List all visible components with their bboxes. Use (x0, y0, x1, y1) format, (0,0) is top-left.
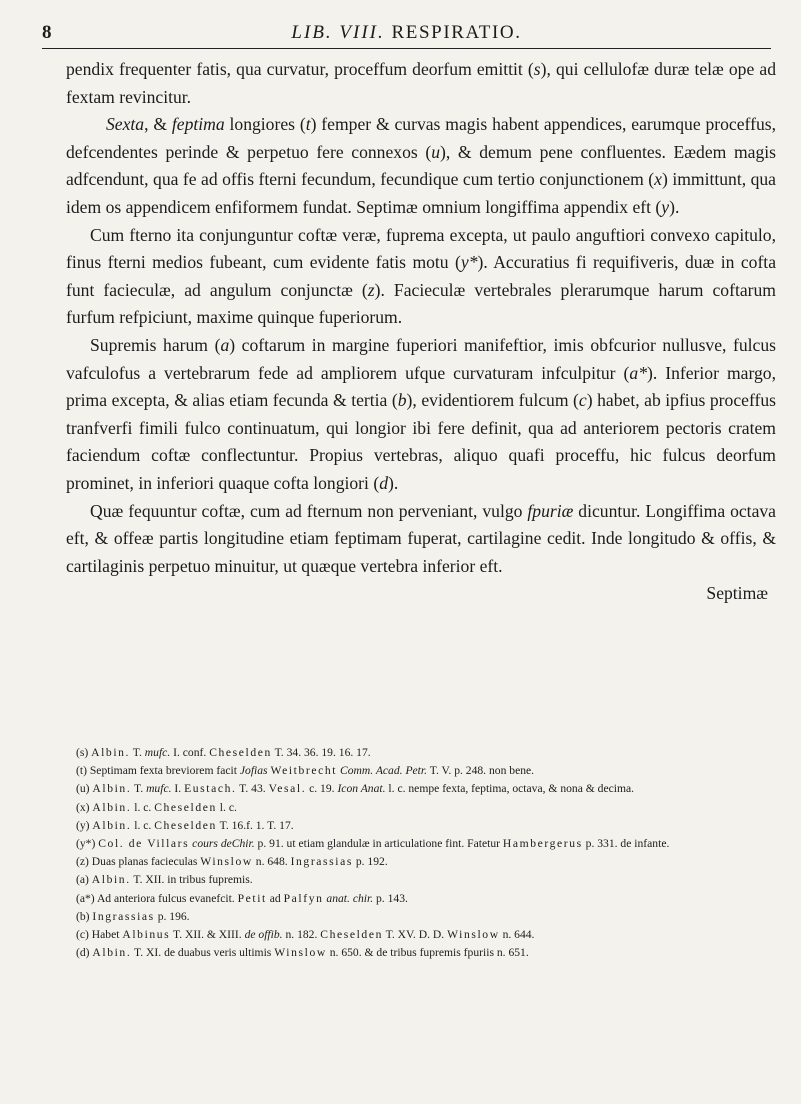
running-header (42, 22, 771, 49)
footnote-s: (s) Albin. T. mufc. I. conf. Cheselden T. 34. 36. 19. 16. 17. (76, 746, 371, 759)
paragraph-3: Cum fterno ita conjunguntur coftæ veræ, fuprema excepta, ut paulo anguftiori convexo capitulo, finus fterni medios fubeant, cum evidente fatis motu (y*). Accuratius fi requifiveris, duæ in cofta funt facieculæ, ad angulum conjunctæ (z). Facieculæ vertebrales plerarumque harum coftarum furfum refpiciunt, maxime quinque fuperiorum. (66, 224, 776, 328)
footnote-y-star: (y*) Col. de Villars cours deChir. p. 91. ut etiam glandulæ in articulatione fint. Fatetur Hambergerus p. 331. de infante. (76, 837, 670, 851)
catchword: Septimæ (706, 583, 768, 604)
paragraph-2: Sexta, & feptima longiores (t) femper & curvas magis habent appendices, earumque proceffus, defcendentes perinde & perpetuo fere connexos (u), & demum pene confluentes. Eædem magis adfcendunt, qua fe ad offis fterni fecundum, fecundique cum tertio conjunctionem (x) immittunt, qua idem os appendicem enfiformem fundat. Septimæ omnium longiffima appendix eft (y). (66, 114, 776, 217)
footnote-a-star: (a*) Ad anteriora fulcus evanefcit. Petit ad Palfyn anat. chir. p. 143. (76, 891, 408, 905)
footnote-a: (a) Albin. T. XII. in tribus fupremis. (76, 873, 253, 887)
running-title-book: LIB. VIII. (291, 22, 385, 43)
footnote-z: (z) Duas planas facieculas Winslow n. 648. Ingrassias p. 192. (76, 855, 388, 869)
footnote-y: (y) Albin. l. c. Cheselden T. 16.f. 1. T. 17. (76, 818, 294, 832)
footnote-u: (u) Albin. T. mufc. I. Eustach. T. 43. Vesal. c. 19. Icon Anat. l. c. nempe fexta, feptima, octava, & nona & decima. (76, 782, 635, 796)
page-number: 8 (42, 22, 52, 43)
footnote-t: (t) Septimam fexta breviorem facit Jofias Weitbrecht Comm. Acad. Petr. T. V. p. 248. non bene. (76, 764, 535, 778)
paragraph-5: Quæ fequuntur coftæ, cum ad fternum non perveniant, vulgo fpuriæ dicuntur. Longiffima octava eft, & offeæ partis longitudine etiam feptimam fuperat, cartilagine cedit. Inde longitudo & offis, & cartilaginis perpetuo minuitur, ut quæque vertebra inferior eft. (66, 500, 776, 576)
running-title-chapter: RESPIRATIO. (391, 22, 522, 43)
main-text (66, 56, 776, 608)
footnote-c: (c) Habet Albinus T. XII. & XIII. de offib. n. 182. Cheselden T. XV. D. D. Winslow n. 644. (76, 928, 535, 942)
running-title (42, 22, 771, 44)
footnote-d: (d) Albin. T. XI. de duabus veris ultimis Winslow n. 650. & de tribus fupremis fpuriis n. 651. (76, 946, 529, 960)
footnote-x: (x) Albin. l. c. Cheselden l. c. (76, 800, 237, 814)
footnote-b: (b) Ingrassias p. 196. (76, 909, 190, 923)
paragraph-4: Supremis harum (a) coftarum in margine fuperiori manifeftior, imis obfcurior nullusve, fulcus vafculofus a vertebrarum fede ad ampliorem ufque curvaturam infculpitur (a*). Inferior margo, prima excepta, & alias etiam fecunda & tertia (b), evidentiorem fulcum (c) habet, ab ipfius proceffus tranfverfi fimili fulco continuatum, qui longior ibi fere definit, qua ad anteriorem pectoris cratem faciendum coftæ conflectuntur. Propius vertebras, aliquo quafi proceffu, hic fulcus deorfum prominet, in inferiori quaque cofta longiori (d). (66, 334, 776, 493)
footnotes (76, 744, 776, 962)
paragraph-1: pendix frequenter fatis, qua curvatur, proceffum deorfum emittit (s), qui cellulofæ duræ telæ ope ad fextam revincitur. (66, 59, 776, 107)
